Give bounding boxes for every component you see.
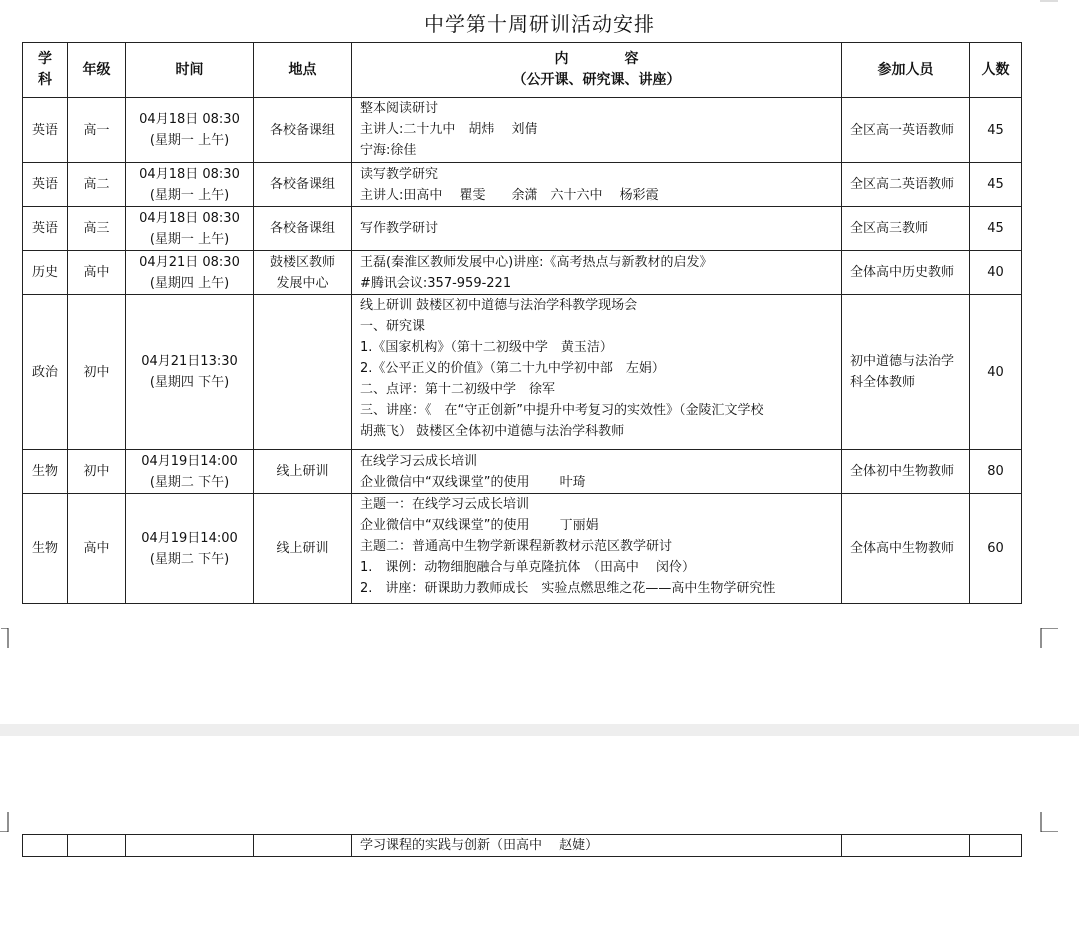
cell-content	[352, 295, 842, 450]
cell-subject: 英语	[23, 98, 68, 163]
cell-subject: 政治	[23, 295, 68, 450]
header-grade: 年级	[68, 43, 126, 98]
content-line: 主题一：在线学习云成长培训	[360, 497, 530, 512]
table-row	[23, 494, 1022, 604]
crop-mark-page-top-right	[1040, 0, 1058, 20]
content-line: 胡燕飞） 鼓楼区全体初中道德与法治学科教师	[360, 424, 625, 439]
cell-count: 45	[970, 98, 1022, 163]
time-line: (星期二 下午)	[149, 551, 230, 567]
table-row	[23, 207, 1022, 251]
cell-content	[352, 98, 842, 163]
cell-place	[254, 98, 352, 163]
table-row	[23, 163, 1022, 207]
cell-participants: 全区高一英语教师	[842, 98, 970, 163]
content-line: 写作教学研讨	[360, 221, 439, 236]
content-line: #腾讯会议:357-959-221	[360, 275, 512, 291]
header-count: 人数	[970, 43, 1022, 98]
content-line: 主讲人:田高中 瞿雯 余潇 六十六中 杨彩霞	[360, 187, 659, 203]
header-participants: 参加人员	[842, 43, 970, 98]
schedule-body	[23, 43, 1022, 604]
crop-mark-bottom-left	[0, 628, 18, 648]
cell-participants: 全区高三教师	[842, 207, 970, 251]
place-line: 各校备课组	[269, 177, 335, 192]
cell-content	[352, 450, 842, 494]
place-line: 各校备课组	[269, 122, 335, 138]
cell-place	[254, 163, 352, 207]
time-line: 04月18日 08:30	[139, 112, 240, 127]
cell-time	[126, 835, 254, 857]
continuation-table	[22, 834, 1022, 857]
cell-subject: 历史	[23, 251, 68, 295]
cell-participants: 全体初中生物教师	[842, 450, 970, 494]
cell-place	[254, 494, 352, 604]
cell-time	[126, 163, 254, 207]
table-row	[23, 251, 1022, 295]
cell-count: 45	[970, 207, 1022, 251]
cell-count: 40	[970, 295, 1022, 450]
crop-mark-top-right	[1040, 812, 1058, 832]
time-line: (星期二 下午)	[149, 474, 230, 490]
time-line: (星期四 下午)	[149, 375, 230, 390]
cell-count	[970, 835, 1022, 857]
cell-participants: 全体高中历史教师	[842, 251, 970, 295]
cell-time	[126, 98, 254, 163]
cell-grade: 高中	[68, 251, 126, 295]
time-line: 04月21日 08:30	[139, 254, 240, 270]
schedule-table	[22, 42, 1022, 604]
crop-mark-bottom-right	[1040, 628, 1058, 648]
content-line: 企业微信中“双线课堂”的使用 丁丽娟	[360, 518, 599, 533]
cell-participants: 全体高中生物教师	[842, 494, 970, 604]
content-line: 王磊(秦淮区教师发展中心)讲座:《高考热点与新教材的启发》	[360, 254, 713, 270]
place-line: 鼓楼区教师	[269, 254, 335, 270]
cell-time	[126, 494, 254, 604]
time-line: 04月19日14:00	[141, 453, 238, 469]
header-subject: 学 科	[23, 43, 68, 98]
content-line: 在线学习云成长培训	[360, 453, 478, 469]
cell-count: 80	[970, 450, 1022, 494]
cell-participants: 全区高二英语教师	[842, 163, 970, 207]
crop-mark-top-left	[0, 812, 18, 832]
header-time: 时间	[126, 43, 254, 98]
place-line: 发展中心	[276, 275, 329, 291]
time-line: (星期四 上午)	[149, 275, 230, 291]
content-line: 线上研训 鼓楼区初中道德与法治学科教学现场会	[360, 298, 638, 313]
cell-place	[254, 295, 352, 450]
time-line: 04月18日 08:30	[139, 210, 240, 226]
time-line: (星期一 上午)	[149, 187, 230, 203]
cell-participants: 初中道德与法治学科全体教师	[842, 295, 970, 450]
cell-subject: 英语	[23, 207, 68, 251]
cell-grade: 高一	[68, 98, 126, 163]
cell-place	[254, 450, 352, 494]
content-line: 1. 课例：动物细胞融合与单克隆抗体 （田高中 闵伶）	[360, 560, 696, 575]
cell-grade: 高二	[68, 163, 126, 207]
content-line: 三、讲座：《 在“守正创新”中提升中考复习的实效性》（金陵汇文学校	[360, 403, 764, 418]
cell-count: 60	[970, 494, 1022, 604]
header-row	[23, 43, 1022, 98]
cell-time	[126, 207, 254, 251]
cell-grade: 初中	[68, 450, 126, 494]
content-line: 一、研究课	[360, 319, 426, 334]
cell-grade	[68, 835, 126, 857]
time-line: 04月19日14:00	[141, 530, 238, 546]
cell-subject: 生物	[23, 494, 68, 604]
cell-count: 45	[970, 163, 1022, 207]
cell-time	[126, 295, 254, 450]
time-line: 04月21日13:30	[141, 354, 238, 369]
table-row	[23, 450, 1022, 494]
time-line: (星期一 上午)	[149, 133, 230, 148]
cell-place	[254, 207, 352, 251]
cell-time	[126, 450, 254, 494]
content-line: 整本阅读研讨	[360, 101, 439, 116]
table-row	[23, 295, 1022, 450]
cell-time	[126, 251, 254, 295]
time-line: 04月18日 08:30	[139, 166, 240, 182]
header-content: 内 容 （公开课、研究课、讲座）	[352, 43, 842, 98]
content-line: 主讲人:二十九中 胡炜 刘倩	[360, 122, 538, 137]
cell-grade: 初中	[68, 295, 126, 450]
cell-place	[254, 251, 352, 295]
cell-subject: 生物	[23, 450, 68, 494]
place-line: 线上研训	[276, 541, 329, 556]
content-line: 2. 讲座：研课助力教师成长 实验点燃思维之花——高中生物学研究性	[360, 581, 776, 596]
cell-subject: 英语	[23, 163, 68, 207]
cell-grade: 高三	[68, 207, 126, 251]
continuation-row	[23, 835, 1022, 857]
cell-grade: 高中	[68, 494, 126, 604]
content-line: 企业微信中“双线课堂”的使用 叶琦	[360, 474, 586, 490]
cell-subject	[23, 835, 68, 857]
content-line: 宁海:徐佳	[360, 143, 417, 158]
content-line: 主题二：普通高中生物学新课程新教材示范区教学研讨	[360, 539, 673, 554]
content-line: 2.《公平正义的价值》（第二十九中学初中部 左娟）	[360, 361, 665, 376]
header-place: 地点	[254, 43, 352, 98]
place-line: 线上研训	[276, 464, 329, 479]
content-line: 读写教学研究	[360, 166, 439, 182]
page-break-gap	[0, 724, 1079, 736]
cell-content: 学习课程的实践与创新（田高中 赵婕）	[352, 835, 842, 857]
cell-count: 40	[970, 251, 1022, 295]
cell-content	[352, 494, 842, 604]
time-line: (星期一 上午)	[149, 231, 230, 247]
content-line: 二、点评：第十二初级中学 徐军	[360, 382, 556, 397]
content-line: 1.《国家机构》（第十二初级中学 黄玉洁）	[360, 340, 613, 355]
cell-content	[352, 163, 842, 207]
place-line: 各校备课组	[269, 221, 335, 236]
page-title: 中学第十周研训活动安排	[424, 12, 655, 36]
cell-content	[352, 207, 842, 251]
cell-place	[254, 835, 352, 857]
cell-participants	[842, 835, 970, 857]
table-row	[23, 98, 1022, 163]
cell-content	[352, 251, 842, 295]
